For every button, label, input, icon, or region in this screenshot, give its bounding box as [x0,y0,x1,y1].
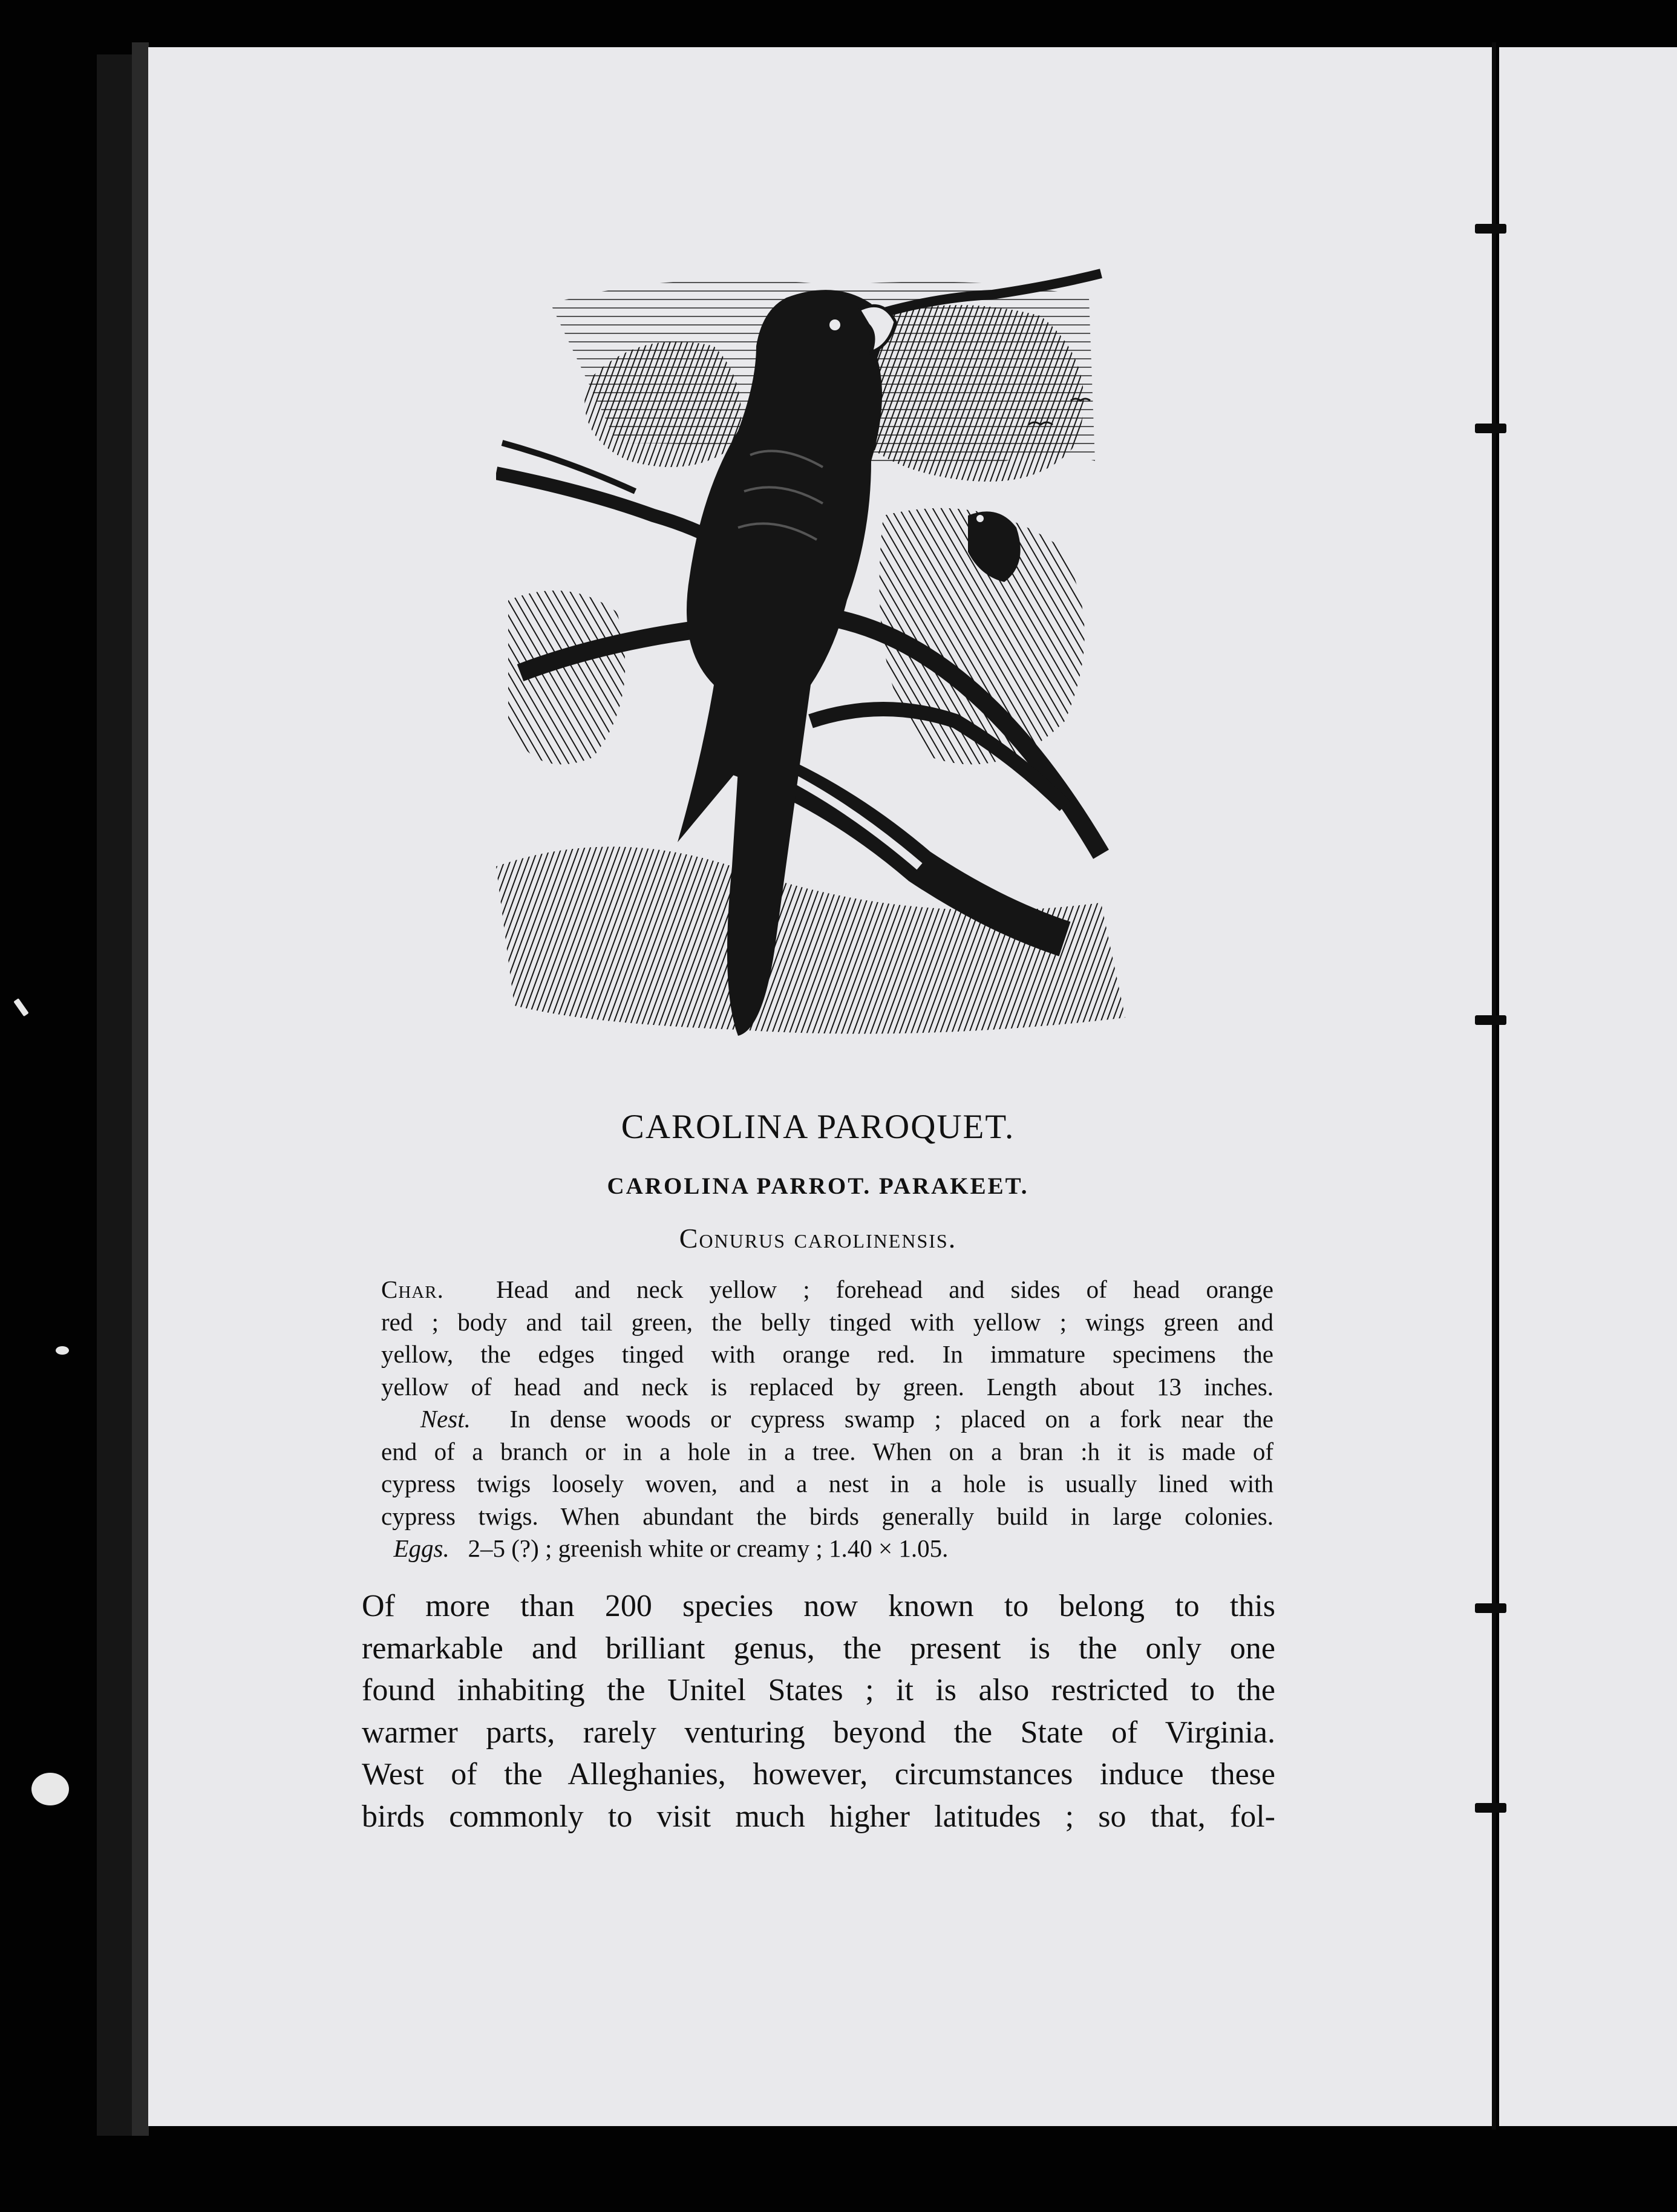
binding-stitch [1475,1603,1506,1613]
body-line: remarkable and brilliant genus, the present is the only one [362,1631,1275,1666]
body-line: West of the Alleghanies, however, circumstances induce these [362,1757,1275,1792]
book-edge-inner [132,42,149,2136]
eggs-text: 2–5 (?) ; greenish white or creamy ; 1.40 × 1.05. [468,1534,949,1562]
binding-stitch [1475,1803,1506,1813]
characteristics-block [381,1274,1273,1565]
char-label: Char. [381,1275,444,1303]
body-line: warmer parts, rarely venturing beyond the State of Virginia. [362,1715,1275,1750]
parrot-illustration [496,261,1137,1042]
eggs-line [381,1533,1273,1565]
nest-line [381,1403,1273,1436]
char-text: Head and neck yellow ; forehead and sides of head orange [496,1275,1273,1303]
body-line: found inhabiting the Unitel States ; it is also restricted to the [362,1673,1275,1707]
nest-label: Nest. [420,1405,471,1433]
body-paragraph [362,1585,1275,1837]
dust-speck [31,1773,69,1805]
char-line: yellow, the edges tinged with orange red. In immature specimens the [381,1340,1273,1368]
binding-thread [1492,42,1496,2130]
binding-stitch [1475,224,1506,234]
eggs-label: Eggs. [393,1534,449,1562]
char-line: yellow of head and neck is replaced by green. Length about 13 inches. [381,1372,1273,1401]
nest-text: In dense woods or cypress swamp ; placed on a fork near the [509,1405,1273,1433]
nest-line: end of a branch or in a hole in a tree. When on a bran :h it is made of [381,1437,1273,1465]
facing-page-edge [1499,47,1677,2126]
nest-line: cypress twigs loosely woven, and a nest in a hole is usually lined with [381,1470,1273,1497]
binding-stitch [1475,1015,1506,1025]
binding-stitch [1475,424,1506,433]
char-line [381,1274,1273,1306]
nest-line: cypress twigs. When abundant the birds generally build in large colonies. [381,1502,1273,1530]
body-line: Of more than 200 species now known to belong to this [362,1589,1275,1623]
body-line: birds commonly to visit much higher latitudes ; so that, fol- [362,1799,1275,1834]
char-line: red ; body and tail green, the belly tinged with yellow ; wings green and [381,1307,1273,1336]
dust-speck [56,1346,69,1355]
